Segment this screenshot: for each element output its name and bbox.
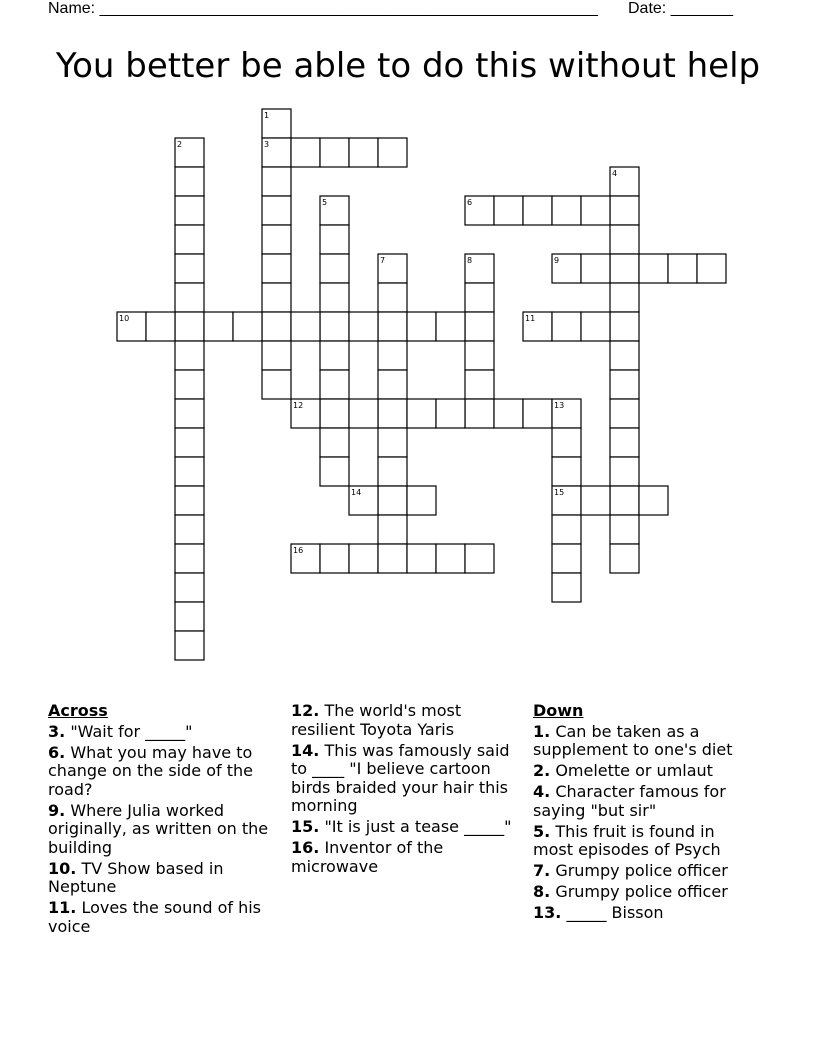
- cell-number: 8: [467, 256, 473, 265]
- date-field-label: Date: _______: [628, 0, 733, 17]
- grid-cell[interactable]: [146, 312, 175, 341]
- grid-cell[interactable]: [378, 428, 407, 457]
- cell-number: 14: [351, 488, 362, 497]
- clue-text: Loves the sound of his voice: [48, 898, 262, 936]
- grid-cell[interactable]: [378, 341, 407, 370]
- grid-cell[interactable]: [262, 167, 291, 196]
- grid-cell[interactable]: [291, 312, 320, 341]
- grid-cell[interactable]: [610, 225, 639, 254]
- cell-number: 12: [293, 401, 304, 410]
- grid-cell[interactable]: [320, 225, 349, 254]
- clue-down-4: [533, 783, 758, 820]
- grid-cell[interactable]: [262, 196, 291, 225]
- cell-number: 4: [612, 169, 618, 178]
- grid-cell[interactable]: [552, 457, 581, 486]
- grid-cell[interactable]: [436, 544, 465, 573]
- grid-cell[interactable]: [610, 457, 639, 486]
- cell-number: 6: [467, 198, 473, 207]
- cell-number: 7: [380, 256, 386, 265]
- cell-number: 10: [119, 314, 130, 323]
- clue-down-13: [533, 904, 758, 923]
- grid-cell[interactable]: [320, 428, 349, 457]
- cell-number: 1: [264, 111, 270, 120]
- across-clues-column-1: [48, 702, 273, 939]
- clue-across-9: [48, 802, 273, 858]
- grid-cell[interactable]: [378, 486, 407, 515]
- grid-cell[interactable]: [204, 312, 233, 341]
- cell-number: 15: [554, 488, 565, 497]
- grid-cell[interactable]: [552, 312, 581, 341]
- grid-cell[interactable]: [465, 341, 494, 370]
- clue-down-5: [533, 823, 758, 860]
- grid-cell[interactable]: [378, 138, 407, 167]
- clue-number: 16.: [291, 838, 320, 857]
- grid-cell[interactable]: [262, 283, 291, 312]
- clue-number: 4.: [533, 782, 551, 801]
- clue-number: 2.: [533, 761, 551, 780]
- grid-cell[interactable]: [349, 312, 378, 341]
- clue-text: The world's most resilient Toyota Yaris: [291, 701, 462, 739]
- grid-cell[interactable]: [175, 457, 204, 486]
- grid-cell[interactable]: [175, 631, 204, 660]
- clue-number: 5.: [533, 821, 551, 841]
- grid-cell[interactable]: [668, 254, 697, 283]
- clue-text: Inventor of the microwave: [291, 838, 444, 876]
- page-title: You better be able to do this without help: [55, 46, 761, 86]
- cell-number: 16: [293, 546, 304, 555]
- cell-number: 13: [554, 401, 565, 410]
- grid-cell[interactable]: [581, 486, 610, 515]
- grid-cell[interactable]: [436, 312, 465, 341]
- clue-text: Grumpy police officer: [555, 861, 728, 880]
- grid-cell[interactable]: [465, 283, 494, 312]
- grid-cell[interactable]: [175, 602, 204, 631]
- grid-cell[interactable]: [552, 544, 581, 573]
- clue-text: Can be taken as a supplement to one's diet: [533, 721, 733, 759]
- grid-cell[interactable]: [494, 399, 523, 428]
- grid-cell[interactable]: [175, 399, 204, 428]
- grid-cell[interactable]: [175, 486, 204, 515]
- grid-cell[interactable]: [175, 515, 204, 544]
- clue-number: 7.: [533, 861, 551, 880]
- clue-number: 9.: [48, 800, 66, 820]
- grid-cell[interactable]: [610, 515, 639, 544]
- cell-number: 3: [264, 140, 270, 149]
- grid-cell[interactable]: [610, 370, 639, 399]
- grid-cell[interactable]: [523, 196, 552, 225]
- clue-text: Omelette or umlaut: [555, 761, 713, 780]
- clue-across-12: [291, 702, 523, 739]
- grid-cell[interactable]: [581, 196, 610, 225]
- grid-cell[interactable]: [262, 312, 291, 341]
- grid-cell[interactable]: [465, 544, 494, 573]
- grid-cell[interactable]: [175, 544, 204, 573]
- grid-cell[interactable]: [175, 225, 204, 254]
- grid-cell[interactable]: [639, 254, 668, 283]
- grid-cell[interactable]: [349, 544, 378, 573]
- grid-cell[interactable]: [175, 370, 204, 399]
- grid-cell[interactable]: [320, 312, 349, 341]
- clue-text: Grumpy police officer: [555, 882, 728, 901]
- down-clues-column: [533, 702, 758, 925]
- clue-number: 13.: [533, 903, 562, 922]
- clue-number: 3.: [48, 721, 66, 741]
- clue-down-2: [533, 762, 758, 781]
- across-heading: Across: [48, 701, 108, 720]
- grid-cell[interactable]: [610, 196, 639, 225]
- grid-cell[interactable]: [378, 370, 407, 399]
- down-heading: Down: [533, 701, 584, 720]
- clue-number: 14.: [291, 740, 320, 760]
- grid-cell[interactable]: [407, 486, 436, 515]
- grid-cell[interactable]: [378, 544, 407, 573]
- across-clues-column-2: [291, 702, 523, 879]
- grid-cell[interactable]: [552, 428, 581, 457]
- grid-cell[interactable]: [465, 399, 494, 428]
- clue-number: 11.: [48, 898, 77, 917]
- clue-number: 6.: [48, 742, 66, 762]
- grid-cell[interactable]: [407, 399, 436, 428]
- grid-cell[interactable]: [465, 370, 494, 399]
- grid-cell[interactable]: [610, 544, 639, 573]
- clue-across-3: [48, 723, 273, 742]
- name-field-label: Name: ________________________________________________________: [48, 0, 598, 17]
- clue-text: This fruit is found in most episodes of Psych: [533, 821, 721, 859]
- grid-cell[interactable]: [494, 196, 523, 225]
- grid-cell[interactable]: [378, 515, 407, 544]
- grid-cell[interactable]: [610, 486, 639, 515]
- clue-number: 15.: [291, 817, 320, 836]
- grid-cell[interactable]: [552, 515, 581, 544]
- cell-number: 11: [525, 314, 536, 323]
- grid-cell[interactable]: [581, 312, 610, 341]
- grid-cell[interactable]: [610, 312, 639, 341]
- clue-text: This was famously said to ____ "I believe cartoon birds braided your hair this morning: [291, 740, 510, 815]
- grid-cell[interactable]: [378, 457, 407, 486]
- grid-cell[interactable]: [697, 254, 726, 283]
- grid-cell[interactable]: [175, 312, 204, 341]
- grid-cell[interactable]: [320, 341, 349, 370]
- clue-number: 12.: [291, 701, 320, 720]
- grid-cell[interactable]: [262, 341, 291, 370]
- grid-cell[interactable]: [378, 399, 407, 428]
- grid-cell[interactable]: [320, 544, 349, 573]
- grid-cell[interactable]: [291, 138, 320, 167]
- grid-cell[interactable]: [349, 399, 378, 428]
- clue-number: 8.: [533, 882, 551, 901]
- grid-cell[interactable]: [175, 341, 204, 370]
- clue-across-16: [291, 839, 523, 876]
- grid-cell[interactable]: [175, 196, 204, 225]
- grid-cell[interactable]: [175, 167, 204, 196]
- clue-across-10: [48, 860, 273, 897]
- grid-cell[interactable]: [610, 254, 639, 283]
- grid-cell[interactable]: [320, 457, 349, 486]
- clue-down-1: [533, 723, 758, 760]
- grid-cell[interactable]: [436, 399, 465, 428]
- grid-cell[interactable]: [639, 486, 668, 515]
- grid-cell[interactable]: [552, 573, 581, 602]
- clue-text: "Wait for _____": [70, 721, 193, 741]
- grid-cell[interactable]: [175, 573, 204, 602]
- grid-cell[interactable]: [233, 312, 262, 341]
- grid-cell[interactable]: [610, 399, 639, 428]
- grid-cell[interactable]: [320, 138, 349, 167]
- grid-cell[interactable]: [610, 428, 639, 457]
- clue-text: Character famous for saying "but sir": [533, 782, 726, 820]
- clue-across-15: [291, 818, 523, 837]
- clue-text: Where Julia worked originally, as written on the building: [48, 800, 269, 857]
- clue-across-11: [48, 899, 273, 936]
- grid-cell[interactable]: [175, 283, 204, 312]
- clue-across-14: [291, 742, 523, 816]
- clue-text: _____ Bisson: [566, 903, 664, 922]
- grid-cell[interactable]: [465, 312, 494, 341]
- clue-text: What you may have to change on the side of the road?: [48, 742, 253, 799]
- grid-cell[interactable]: [581, 254, 610, 283]
- cell-number: 9: [554, 256, 560, 265]
- grid-cell[interactable]: [610, 341, 639, 370]
- grid-cell[interactable]: [552, 196, 581, 225]
- grid-cell[interactable]: [320, 283, 349, 312]
- clue-number: 10.: [48, 858, 77, 878]
- grid-cell[interactable]: [610, 283, 639, 312]
- clue-number: 1.: [533, 721, 551, 741]
- grid-cell[interactable]: [262, 370, 291, 399]
- grid-cell[interactable]: [407, 544, 436, 573]
- grid-cell[interactable]: [349, 138, 378, 167]
- grid-cell[interactable]: [320, 370, 349, 399]
- clue-across-6: [48, 744, 273, 800]
- cell-number: 5: [322, 198, 328, 207]
- grid-cell[interactable]: [320, 254, 349, 283]
- grid-cell[interactable]: [262, 225, 291, 254]
- clue-text: TV Show based in Neptune: [48, 858, 224, 896]
- grid-cell[interactable]: [523, 399, 552, 428]
- grid-cell[interactable]: [407, 312, 436, 341]
- grid-cell[interactable]: [378, 283, 407, 312]
- clue-text: "It is just a tease _____": [324, 817, 512, 836]
- grid-cell[interactable]: [175, 428, 204, 457]
- grid-cell[interactable]: [378, 312, 407, 341]
- clue-down-7: [533, 862, 758, 881]
- grid-cell[interactable]: [262, 254, 291, 283]
- cell-number: 2: [177, 140, 183, 149]
- grid-cell[interactable]: [320, 399, 349, 428]
- grid-cell[interactable]: [175, 254, 204, 283]
- clue-down-8: [533, 883, 758, 902]
